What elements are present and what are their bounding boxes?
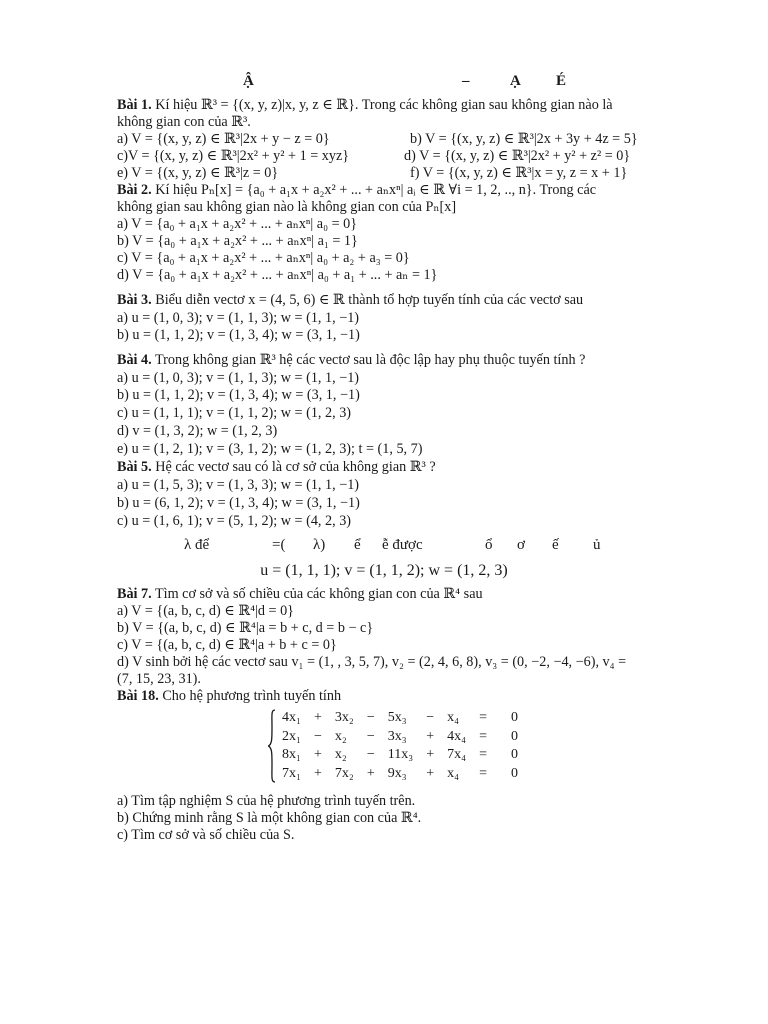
bai1-item-c: c)V = {(x, y, z) ∈ ℝ³|2x² + y² + 1 = xyz} — [117, 148, 350, 164]
equation-term: 5x₃ — [387, 710, 407, 726]
bai5-item-b: b) u = (6, 1, 2); v = (1, 3, 4); w = (3, 1, −1) — [117, 495, 360, 511]
equation-term: = — [479, 728, 487, 744]
bai1-heading — [117, 97, 613, 114]
bai6-frag-6: ổ — [485, 537, 493, 553]
bai1-label: Bài 1. — [117, 97, 152, 113]
equation-term: x₄ — [447, 765, 460, 781]
bai3-label: Bài 3. — [117, 292, 152, 308]
bai2-item-a: a) V = {a₀ + a₁x + a₂x² + ... + aₙxⁿ| a₀ = 0} — [117, 216, 358, 232]
equation-term: 3x₃ — [387, 728, 407, 744]
bai4-item-b: b) u = (1, 1, 2); v = (1, 3, 4); w = (3, 1, −1) — [117, 387, 360, 403]
bai5-heading — [117, 459, 436, 476]
bai2-line2: không gian sau không gian nào là không gian con của Pₙ[x] — [117, 199, 457, 215]
bai5-item-a: a) u = (1, 5, 3); v = (1, 3, 3); w = (1, 1, −1) — [117, 477, 360, 493]
bai7-item-d-line2: (7, 15, 23, 31). — [117, 671, 201, 687]
bai4-heading — [117, 352, 585, 369]
bai4-item-a: a) u = (1, 0, 3); v = (1, 1, 3); w = (1, 1, −1) — [117, 370, 360, 386]
equation-term: + — [313, 710, 322, 726]
title-fragment-4: É — [556, 73, 567, 89]
bai7-item-d-line1: d) V sinh bởi hệ các vectơ sau v₁ = (1, , 3, 5, 7), v₂ = (2, 4, 6, 8), v₃ = (0, −2, −4, −6), v₄ = — [117, 654, 627, 670]
bai1-item-e: e) V = {(x, y, z) ∈ ℝ³|z = 0} — [117, 165, 279, 181]
equation-term: 0 — [511, 710, 519, 726]
equation-term: 7x₄ — [447, 747, 467, 763]
bai2-item-b: b) V = {a₀ + a₁x + a₂x² + ... + aₙxⁿ| a₁ = 1} — [117, 233, 358, 249]
title-fragment-1: Ậ — [243, 73, 254, 89]
bai6-frag-1: λ để — [184, 537, 210, 553]
equation-term: 4x₄ — [447, 728, 467, 744]
equation-term: 3x₂ — [334, 710, 354, 726]
equation-term: + — [426, 747, 435, 763]
equation-term: 9x₃ — [387, 765, 407, 781]
bai4-text: Trong không gian ℝ³ hệ các vectơ sau là độc lập hay phụ thuộc tuyến tính ? — [154, 352, 586, 368]
equation-term: = — [479, 710, 487, 726]
title-fragment-3: Ạ — [510, 73, 521, 89]
system-table — [282, 709, 524, 783]
equation-term: + — [313, 747, 322, 763]
equation-term: 0 — [511, 765, 519, 781]
bai1-item-f: f) V = {(x, y, z) ∈ ℝ³|x = y, z = x + 1} — [410, 165, 628, 181]
equation-term: + — [366, 765, 375, 781]
bai5-item-c: c) u = (1, 6, 1); v = (5, 1, 2); w = (4, 2, 3) — [117, 513, 352, 529]
left-brace-icon — [268, 709, 276, 783]
bai6-frag-9: ủ — [593, 537, 601, 553]
bai4-item-c: c) u = (1, 1, 1); v = (1, 1, 2); w = (1, 2, 3) — [117, 405, 352, 421]
equation-term: − — [313, 728, 322, 744]
bai5-text: Hệ các vectơ sau có là cơ sở của không gian ℝ³ ? — [155, 459, 436, 475]
bai4-item-e: e) u = (1, 2, 1); v = (3, 1, 2); w = (1, 2, 3); t = (1, 5, 7) — [117, 441, 423, 457]
bai3-text: Biểu diễn vectơ x = (4, 5, 6) ∈ ℝ thành tổ hợp tuyến tính của các vectơ sau — [155, 292, 584, 308]
bai1-item-a: a) V = {(x, y, z) ∈ ℝ³|2x + y − z = 0} — [117, 131, 330, 147]
bai6-frag-5: ễ được — [382, 537, 423, 553]
linear-system — [268, 709, 548, 783]
bai2-text: Kí hiệu Pₙ[x] = {a₀ + a₁x + a₂x² + ... + aₙxⁿ| aᵢ ∈ ℝ ∀i = 1, 2, .., n}. Trong các — [155, 182, 597, 198]
equation-term: = — [479, 765, 487, 781]
bai6-frag-3: λ) — [313, 537, 326, 553]
equation-term: 7x₁ — [282, 765, 301, 781]
equation-term: 7x₂ — [334, 765, 354, 781]
bai6-frag-7: ơ — [517, 537, 525, 553]
bai8-heading — [117, 688, 341, 705]
bai1-item-d: d) V = {(x, y, z) ∈ ℝ³|2x² + y² + z² = 0} — [404, 148, 631, 164]
equation-row — [282, 765, 524, 784]
equation-term: 0 — [511, 728, 519, 744]
bai8-item-c: c) Tìm cơ sở và số chiều của S. — [117, 827, 295, 843]
bai7-item-c: c) V = {(a, b, c, d) ∈ ℝ⁴|a + b + c = 0} — [117, 637, 337, 653]
equation-term: − — [366, 728, 375, 744]
bai8-label: Bài 18. — [117, 688, 159, 704]
bai8-text: Cho hệ phương trình tuyến tính — [162, 688, 342, 704]
equation-row — [282, 728, 524, 747]
bai7-label: Bài 7. — [117, 586, 152, 602]
bai1-item-b: b) V = {(x, y, z) ∈ ℝ³|2x + 3y + 4z = 5} — [410, 131, 638, 147]
bai2-item-d: d) V = {a₀ + a₁x + a₂x² + ... + aₙxⁿ| a₀ + a₁ + ... + aₙ = 1} — [117, 267, 438, 283]
equation-term: x₂ — [334, 728, 347, 744]
equation-term: − — [366, 710, 375, 726]
equation-term: 2x₁ — [282, 728, 301, 744]
bai4-label: Bài 4. — [117, 352, 152, 368]
equation-term: − — [426, 710, 435, 726]
bai8-item-b: b) Chứng minh rằng S là một không gian con của ℝ⁴. — [117, 810, 422, 826]
bai1-text: Kí hiệu ℝ³ = {(x, y, z)|x, y, z ∈ ℝ}. Trong các không gian sau không gian nào là — [155, 97, 613, 113]
bai5-label: Bài 5. — [117, 459, 152, 475]
bai6-heading — [0, 537, 768, 557]
bai4-item-d: d) v = (1, 3, 2); w = (1, 2, 3) — [117, 423, 278, 439]
equation-term: x₄ — [447, 710, 460, 726]
equation-term: − — [366, 747, 375, 763]
bai3-item-a: a) u = (1, 0, 3); v = (1, 1, 3); w = (1, 1, −1) — [117, 310, 360, 326]
bai7-heading — [117, 586, 483, 603]
equation-term: 4x₁ — [282, 710, 301, 726]
equation-term: 0 — [511, 747, 519, 763]
bai7-text: Tìm cơ sở và số chiều của các không gian con của ℝ⁴ sau — [154, 586, 483, 602]
bai2-item-c: c) V = {a₀ + a₁x + a₂x² + ... + aₙxⁿ| a₀ + a₂ + a₃ = 0} — [117, 250, 410, 266]
equation-term: x₂ — [334, 747, 347, 763]
bai3-heading — [117, 292, 583, 309]
page-title — [0, 73, 768, 93]
equation-term: + — [426, 765, 435, 781]
bai3-item-b: b) u = (1, 1, 2); v = (1, 3, 4); w = (3, 1, −1) — [117, 327, 360, 343]
equation-row — [282, 709, 524, 728]
equation-term: = — [479, 747, 487, 763]
title-fragment-2: – — [462, 73, 470, 89]
equation-term: 8x₁ — [282, 747, 301, 763]
equation-term: + — [426, 728, 435, 744]
bai2-heading — [117, 182, 596, 199]
bai7-item-a: a) V = {(a, b, c, d) ∈ ℝ⁴|d = 0} — [117, 603, 294, 619]
equation-term: 11x₃ — [387, 747, 414, 763]
bai6-frag-4: ể — [354, 537, 361, 553]
bai2-label: Bài 2. — [117, 182, 152, 198]
bai6-frag-8: ế — [552, 537, 559, 553]
bai1-line2: không gian con của ℝ³. — [117, 114, 251, 130]
bai8-item-a: a) Tìm tập nghiệm S của hệ phương trình tuyến trên. — [117, 793, 416, 809]
bai6-vectors: u = (1, 1, 1); v = (1, 1, 2); w = (1, 2, 3) — [260, 562, 508, 579]
equation-term: + — [313, 765, 322, 781]
equation-row — [282, 746, 524, 765]
bai6-frag-2: =( — [272, 537, 286, 553]
bai7-item-b: b) V = {(a, b, c, d) ∈ ℝ⁴|a = b + c, d = b − c} — [117, 620, 374, 636]
